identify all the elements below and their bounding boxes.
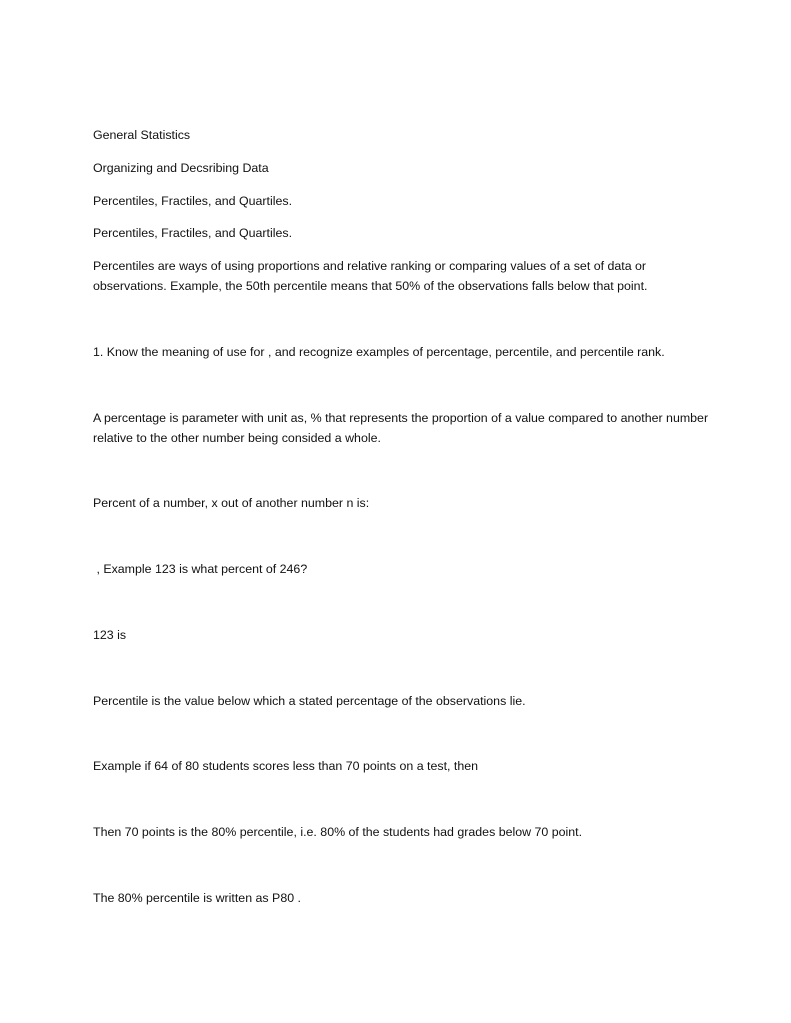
example-answer: 123 is xyxy=(93,628,127,642)
percentile-notation: The 80% percentile is written as P80 . xyxy=(93,891,301,905)
subheading-2: Percentiles, Fractiles, and Quartiles. xyxy=(93,226,293,240)
percent-formula-intro: Percent of a number, x out of another number n is: xyxy=(93,496,370,510)
percentile-result: Then 70 points is the 80% percentile, i.e. 80% of the students had grades below 70 point. xyxy=(93,825,583,839)
percentile-example: Example if 64 of 80 students scores less than 70 points on a test, then xyxy=(93,759,479,773)
section-title: Organizing and Decsribing Data xyxy=(93,161,269,175)
subheading-1: Percentiles, Fractiles, and Quartiles. xyxy=(93,194,293,208)
example-question: , Example 123 is what percent of 246? xyxy=(93,562,308,576)
objective-paragraph: 1. Know the meaning of use for , and recognize examples of percentage, percentile, and percentile rank. xyxy=(93,345,665,359)
intro-paragraph: Percentiles are ways of using proportions and relative ranking or comparing values of a set of data or observations. Example, the 50th percentile means that 50% of the observations falls below that point. xyxy=(93,259,648,293)
percentage-definition: A percentage is parameter with unit as, % that represents the proportion of a value compared to another number relative to the other number being consided a whole. xyxy=(93,411,709,445)
document-title: General Statistics xyxy=(93,128,191,142)
percentile-definition: Percentile is the value below which a stated percentage of the observations lie. xyxy=(93,694,526,708)
